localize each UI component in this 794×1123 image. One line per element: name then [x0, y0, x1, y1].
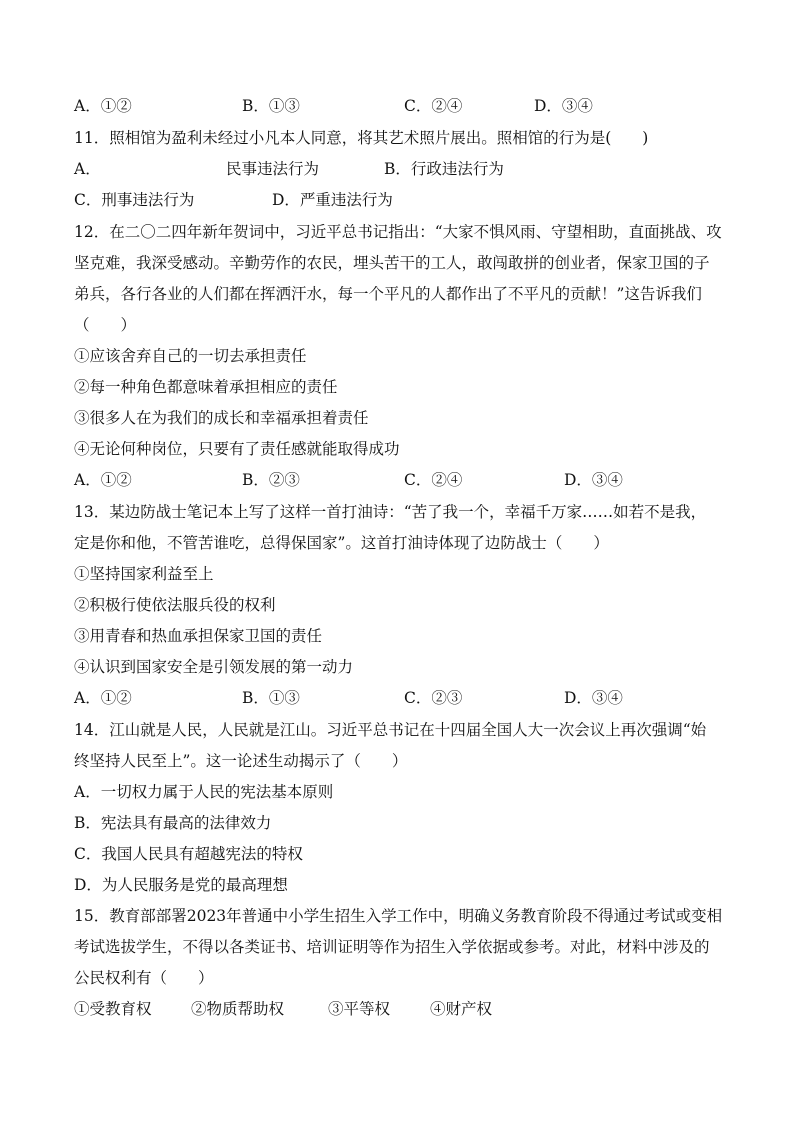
q14-option-a: A．一切权力属于人民的宪法基本原则 — [74, 783, 334, 801]
q14-option-b: B．宪法具有最高的法律效力 — [74, 814, 272, 832]
q14-option-c: C．我国人民具有超越宪法的特权 — [74, 845, 303, 863]
q10-option-c: C．②④ — [404, 97, 463, 115]
q15-statement-3: ③平等权 — [328, 1000, 391, 1018]
q12-option-a: A．①② — [74, 471, 132, 489]
q11-stem: 11．照相馆为盈利未经过小凡本人同意，将其艺术照片展出。照相馆的行为是( ) — [74, 129, 649, 147]
q11-option-a-text: 民事违法行为 — [226, 160, 320, 178]
q14-stem-line-1: 14．江山就是人民，人民就是江山。习近平总书记在十四届全国人大一次会议上再次强调“始 — [74, 721, 707, 739]
q13-option-a: A．①② — [74, 689, 132, 707]
q13-stem-line-1: 13．某边防战士笔记本上写了这样一首打油诗：“苦了我一个，幸福千万家……如若不是我， — [74, 503, 707, 521]
q11-option-c: C．刑事违法行为 — [74, 191, 195, 209]
q15-stem-line-3: 公民权利有（ ） — [74, 969, 214, 987]
q11-options-row-1 — [74, 157, 734, 181]
q13-statement-3: ③用青春和热血承担保家卫国的责任 — [74, 627, 323, 645]
q11-options-row-2 — [74, 188, 734, 212]
q10-option-d: D．③④ — [534, 97, 593, 115]
q12-statement-4: ④无论何种岗位，只要有了责任感就能取得成功 — [74, 440, 400, 458]
q15-stem-line-1: 15．教育部部署2023年普通中小学生招生入学工作中，明确义务教育阶段不得通过考试或变相 — [74, 907, 723, 925]
q12-option-c: C．②④ — [404, 471, 463, 489]
q13-options-row — [74, 686, 734, 710]
q12-option-d: D．③④ — [564, 471, 623, 489]
q12-stem-line-1: 12．在二〇二四年新年贺词中，习近平总书记指出：“大家不惧风雨、守望相助，直面挑战、攻 — [74, 223, 722, 241]
q13-statement-1: ①坚持国家利益至上 — [74, 565, 214, 583]
q15-statement-2: ②物质帮助权 — [191, 1000, 285, 1018]
q14-option-d: D．为人民服务是党的最高理想 — [74, 876, 288, 894]
q10-option-b: B．①③ — [242, 97, 300, 115]
q13-statement-4: ④认识到国家安全是引领发展的第一动力 — [74, 658, 354, 676]
q12-statement-1: ①应该舍弃自己的一切去承担责任 — [74, 347, 307, 365]
q11-option-d: D．严重违法行为 — [272, 191, 393, 209]
q12-stem-line-4: （ ） — [74, 316, 137, 334]
q10-options-row — [74, 94, 734, 118]
q13-stem-line-2: 定是你和他，不管苦谁吃，总得保国家”。这首打油诗体现了边防战士（ ） — [74, 534, 609, 552]
q12-option-b: B．②③ — [242, 471, 300, 489]
q12-statement-2: ②每一种角色都意味着承担相应的责任 — [74, 378, 338, 396]
q12-statement-3: ③很多人在为我们的成长和幸福承担着责任 — [74, 409, 369, 427]
q13-option-b: B．①③ — [242, 689, 300, 707]
q11-option-a-label: A． — [74, 160, 101, 178]
q15-statements-row — [74, 997, 734, 1021]
q12-stem-line-2: 坚克难，我深受感动。辛勤劳作的农民，埋头苦干的工人，敢闯敢拼的创业者，保家卫国的子 — [74, 254, 710, 272]
q15-statement-1: ①受教育权 — [74, 1000, 152, 1018]
q13-option-c: C．②③ — [404, 689, 463, 707]
q15-statement-4: ④财产权 — [430, 1000, 493, 1018]
q15-stem-line-2: 考试选拔学生，不得以各类证书、培训证明等作为招生入学依据或参考。对此，材料中涉及的 — [74, 938, 710, 956]
q12-options-row — [74, 468, 734, 492]
q11-option-b: B．行政违法行为 — [384, 160, 504, 178]
q10-option-a: A．①② — [74, 97, 132, 115]
q13-option-d: D．③④ — [564, 689, 623, 707]
q14-stem-line-2: 终坚持人民至上”。这一论述生动揭示了（ ） — [74, 752, 408, 770]
q12-stem-line-3: 弟兵，各行各业的人们都在挥洒汗水，每一个平凡的人都作出了不平凡的贡献！”这告诉我们 — [74, 285, 702, 303]
q13-statement-2: ②积极行使依法服兵役的权利 — [74, 596, 276, 614]
